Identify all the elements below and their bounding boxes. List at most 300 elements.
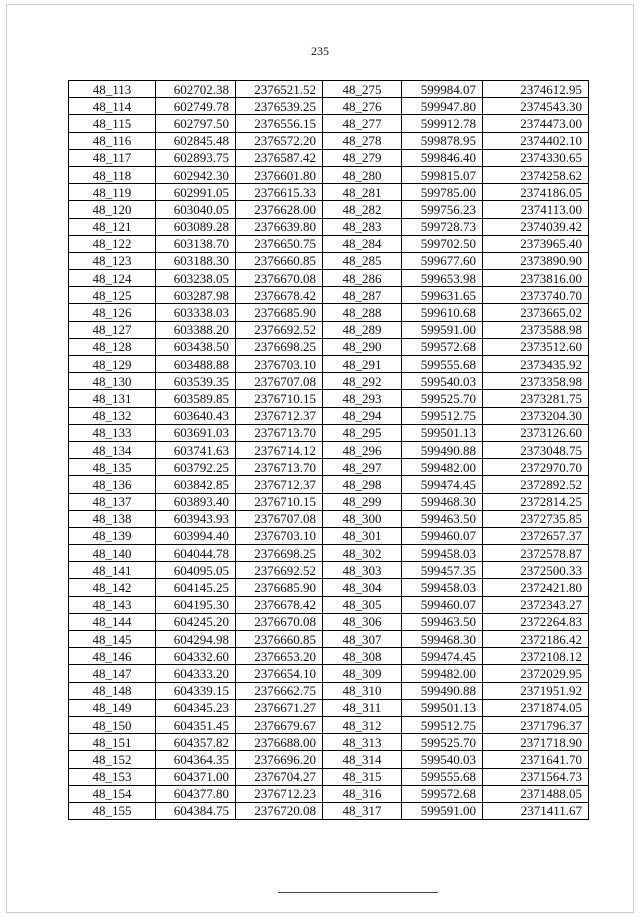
x-coordinate-right: 599460.07 <box>402 596 483 613</box>
x-coordinate-right: 599474.45 <box>402 648 483 665</box>
point-id-left: 48_119 <box>69 184 156 201</box>
y-coordinate-left: 2376685.90 <box>236 579 323 596</box>
point-id-right: 48_278 <box>323 132 402 149</box>
y-coordinate-left: 2376601.80 <box>236 166 323 183</box>
y-coordinate-left: 2376696.20 <box>236 751 323 768</box>
y-coordinate-right: 2373588.98 <box>483 321 589 338</box>
point-id-right: 48_310 <box>323 682 402 699</box>
y-coordinate-right: 2372186.42 <box>483 631 589 648</box>
x-coordinate-left: 603438.50 <box>156 338 236 355</box>
point-id-left: 48_113 <box>69 81 156 98</box>
y-coordinate-left: 2376662.75 <box>236 682 323 699</box>
y-coordinate-left: 2376714.12 <box>236 441 323 458</box>
y-coordinate-right: 2373890.90 <box>483 252 589 269</box>
point-id-right: 48_282 <box>323 201 402 218</box>
x-coordinate-right: 599677.60 <box>402 252 483 269</box>
table-row <box>69 81 589 98</box>
y-coordinate-right: 2372108.12 <box>483 648 589 665</box>
table-row <box>69 785 589 802</box>
point-id-right: 48_295 <box>323 424 402 441</box>
y-coordinate-right: 2373126.60 <box>483 424 589 441</box>
point-id-right: 48_305 <box>323 596 402 613</box>
y-coordinate-right: 2373281.75 <box>483 390 589 407</box>
x-coordinate-left: 602797.50 <box>156 115 236 132</box>
table-row <box>69 596 589 613</box>
y-coordinate-right: 2371564.73 <box>483 768 589 785</box>
table-row <box>69 716 589 733</box>
y-coordinate-right: 2374186.05 <box>483 184 589 201</box>
x-coordinate-left: 603338.03 <box>156 304 236 321</box>
point-id-left: 48_144 <box>69 613 156 630</box>
point-id-right: 48_276 <box>323 98 402 115</box>
point-id-left: 48_147 <box>69 665 156 682</box>
point-id-left: 48_134 <box>69 441 156 458</box>
table-row <box>69 149 589 166</box>
x-coordinate-left: 603994.40 <box>156 527 236 544</box>
x-coordinate-left: 604095.05 <box>156 562 236 579</box>
x-coordinate-right: 599846.40 <box>402 149 483 166</box>
x-coordinate-right: 599540.03 <box>402 373 483 390</box>
x-coordinate-left: 603287.98 <box>156 287 236 304</box>
x-coordinate-right: 599501.13 <box>402 424 483 441</box>
point-id-right: 48_301 <box>323 527 402 544</box>
x-coordinate-left: 603040.05 <box>156 201 236 218</box>
point-id-left: 48_143 <box>69 596 156 613</box>
y-coordinate-left: 2376703.10 <box>236 527 323 544</box>
point-id-right: 48_317 <box>323 802 402 819</box>
point-id-right: 48_311 <box>323 699 402 716</box>
y-coordinate-right: 2372657.37 <box>483 527 589 544</box>
x-coordinate-right: 599490.88 <box>402 441 483 458</box>
x-coordinate-right: 599540.03 <box>402 751 483 768</box>
y-coordinate-right: 2374039.42 <box>483 218 589 235</box>
table-row <box>69 218 589 235</box>
point-id-left: 48_136 <box>69 476 156 493</box>
y-coordinate-left: 2376650.75 <box>236 235 323 252</box>
table-row <box>69 699 589 716</box>
x-coordinate-left: 603138.70 <box>156 235 236 252</box>
table-row <box>69 132 589 149</box>
x-coordinate-right: 599512.75 <box>402 716 483 733</box>
y-coordinate-left: 2376539.25 <box>236 98 323 115</box>
x-coordinate-right: 599555.68 <box>402 356 483 373</box>
y-coordinate-left: 2376678.42 <box>236 287 323 304</box>
x-coordinate-left: 603893.40 <box>156 493 236 510</box>
x-coordinate-right: 599947.80 <box>402 98 483 115</box>
point-id-left: 48_138 <box>69 510 156 527</box>
point-id-right: 48_287 <box>323 287 402 304</box>
point-id-left: 48_117 <box>69 149 156 166</box>
table-row <box>69 304 589 321</box>
x-coordinate-right: 599460.07 <box>402 527 483 544</box>
y-coordinate-right: 2374543.30 <box>483 98 589 115</box>
y-coordinate-right: 2372814.25 <box>483 493 589 510</box>
x-coordinate-left: 604333.20 <box>156 665 236 682</box>
y-coordinate-right: 2371796.37 <box>483 716 589 733</box>
point-id-left: 48_131 <box>69 390 156 407</box>
y-coordinate-right: 2372264.83 <box>483 613 589 630</box>
x-coordinate-right: 599525.70 <box>402 390 483 407</box>
y-coordinate-left: 2376660.85 <box>236 631 323 648</box>
table-row <box>69 201 589 218</box>
x-coordinate-left: 603539.35 <box>156 373 236 390</box>
table-row <box>69 493 589 510</box>
point-id-right: 48_315 <box>323 768 402 785</box>
y-coordinate-left: 2376710.15 <box>236 493 323 510</box>
x-coordinate-left: 603943.93 <box>156 510 236 527</box>
y-coordinate-right: 2372578.87 <box>483 545 589 562</box>
y-coordinate-left: 2376692.52 <box>236 562 323 579</box>
x-coordinate-left: 604332.60 <box>156 648 236 665</box>
point-id-right: 48_313 <box>323 734 402 751</box>
point-id-left: 48_116 <box>69 132 156 149</box>
table-row <box>69 407 589 424</box>
point-id-right: 48_291 <box>323 356 402 373</box>
point-id-right: 48_284 <box>323 235 402 252</box>
y-coordinate-right: 2373435.92 <box>483 356 589 373</box>
point-id-right: 48_307 <box>323 631 402 648</box>
table-row <box>69 579 589 596</box>
x-coordinate-right: 599555.68 <box>402 768 483 785</box>
y-coordinate-left: 2376572.20 <box>236 132 323 149</box>
y-coordinate-right: 2373358.98 <box>483 373 589 390</box>
y-coordinate-right: 2373665.02 <box>483 304 589 321</box>
x-coordinate-left: 604377.80 <box>156 785 236 802</box>
point-id-right: 48_297 <box>323 459 402 476</box>
x-coordinate-left: 603640.43 <box>156 407 236 424</box>
x-coordinate-left: 604339.15 <box>156 682 236 699</box>
point-id-left: 48_153 <box>69 768 156 785</box>
table-row <box>69 338 589 355</box>
y-coordinate-left: 2376704.27 <box>236 768 323 785</box>
x-coordinate-right: 599815.07 <box>402 166 483 183</box>
table-row <box>69 184 589 201</box>
x-coordinate-left: 603792.25 <box>156 459 236 476</box>
x-coordinate-left: 604364.35 <box>156 751 236 768</box>
x-coordinate-left: 604195.30 <box>156 596 236 613</box>
table-row <box>69 510 589 527</box>
point-id-left: 48_132 <box>69 407 156 424</box>
y-coordinate-right: 2371411.67 <box>483 802 589 819</box>
point-id-left: 48_115 <box>69 115 156 132</box>
y-coordinate-right: 2371951.92 <box>483 682 589 699</box>
point-id-right: 48_281 <box>323 184 402 201</box>
table-row <box>69 545 589 562</box>
y-coordinate-right: 2373048.75 <box>483 441 589 458</box>
x-coordinate-left: 603238.05 <box>156 270 236 287</box>
x-coordinate-right: 599984.07 <box>402 81 483 98</box>
point-id-right: 48_308 <box>323 648 402 665</box>
point-id-left: 48_118 <box>69 166 156 183</box>
y-coordinate-left: 2376679.67 <box>236 716 323 733</box>
table-row <box>69 631 589 648</box>
point-id-right: 48_316 <box>323 785 402 802</box>
point-id-left: 48_150 <box>69 716 156 733</box>
point-id-left: 48_154 <box>69 785 156 802</box>
x-coordinate-right: 599463.50 <box>402 510 483 527</box>
point-id-left: 48_123 <box>69 252 156 269</box>
point-id-left: 48_121 <box>69 218 156 235</box>
y-coordinate-left: 2376713.70 <box>236 424 323 441</box>
x-coordinate-right: 599785.00 <box>402 184 483 201</box>
y-coordinate-left: 2376615.33 <box>236 184 323 201</box>
x-coordinate-left: 603842.85 <box>156 476 236 493</box>
x-coordinate-right: 599653.98 <box>402 270 483 287</box>
point-id-right: 48_299 <box>323 493 402 510</box>
y-coordinate-right: 2371718.90 <box>483 734 589 751</box>
y-coordinate-right: 2373965.40 <box>483 235 589 252</box>
y-coordinate-left: 2376660.85 <box>236 252 323 269</box>
point-id-right: 48_279 <box>323 149 402 166</box>
point-id-left: 48_155 <box>69 802 156 819</box>
x-coordinate-right: 599458.03 <box>402 579 483 596</box>
x-coordinate-right: 599572.68 <box>402 785 483 802</box>
point-id-left: 48_139 <box>69 527 156 544</box>
point-id-left: 48_122 <box>69 235 156 252</box>
x-coordinate-left: 603388.20 <box>156 321 236 338</box>
table-row <box>69 768 589 785</box>
y-coordinate-right: 2371641.70 <box>483 751 589 768</box>
table-row <box>69 562 589 579</box>
y-coordinate-right: 2372892.52 <box>483 476 589 493</box>
y-coordinate-left: 2376653.20 <box>236 648 323 665</box>
x-coordinate-right: 599468.30 <box>402 493 483 510</box>
coordinates-table-body <box>69 81 589 820</box>
point-id-left: 48_133 <box>69 424 156 441</box>
table-row <box>69 613 589 630</box>
y-coordinate-left: 2376707.08 <box>236 373 323 390</box>
table-row <box>69 527 589 544</box>
table-row <box>69 441 589 458</box>
x-coordinate-left: 603488.88 <box>156 356 236 373</box>
table-row <box>69 734 589 751</box>
point-id-left: 48_126 <box>69 304 156 321</box>
table-row <box>69 390 589 407</box>
y-coordinate-left: 2376670.08 <box>236 270 323 287</box>
x-coordinate-right: 599512.75 <box>402 407 483 424</box>
table-row <box>69 424 589 441</box>
x-coordinate-right: 599457.35 <box>402 562 483 579</box>
point-id-left: 48_120 <box>69 201 156 218</box>
y-coordinate-right: 2371488.05 <box>483 785 589 802</box>
x-coordinate-right: 599474.45 <box>402 476 483 493</box>
point-id-right: 48_277 <box>323 115 402 132</box>
y-coordinate-right: 2374612.95 <box>483 81 589 98</box>
y-coordinate-left: 2376688.00 <box>236 734 323 751</box>
x-coordinate-right: 599756.23 <box>402 201 483 218</box>
x-coordinate-right: 599501.13 <box>402 699 483 716</box>
point-id-left: 48_124 <box>69 270 156 287</box>
point-id-left: 48_135 <box>69 459 156 476</box>
x-coordinate-right: 599610.68 <box>402 304 483 321</box>
point-id-right: 48_314 <box>323 751 402 768</box>
y-coordinate-left: 2376698.25 <box>236 545 323 562</box>
table-row <box>69 252 589 269</box>
y-coordinate-right: 2372500.33 <box>483 562 589 579</box>
point-id-right: 48_288 <box>323 304 402 321</box>
point-id-right: 48_292 <box>323 373 402 390</box>
x-coordinate-right: 599591.00 <box>402 321 483 338</box>
table-row <box>69 321 589 338</box>
y-coordinate-left: 2376587.42 <box>236 149 323 166</box>
x-coordinate-right: 599468.30 <box>402 631 483 648</box>
y-coordinate-right: 2373816.00 <box>483 270 589 287</box>
y-coordinate-left: 2376556.15 <box>236 115 323 132</box>
table-row <box>69 665 589 682</box>
y-coordinate-left: 2376671.27 <box>236 699 323 716</box>
point-id-left: 48_149 <box>69 699 156 716</box>
table-row <box>69 287 589 304</box>
table-row <box>69 373 589 390</box>
point-id-right: 48_303 <box>323 562 402 579</box>
point-id-right: 48_280 <box>323 166 402 183</box>
x-coordinate-right: 599878.95 <box>402 132 483 149</box>
table-row <box>69 682 589 699</box>
point-id-left: 48_129 <box>69 356 156 373</box>
y-coordinate-left: 2376703.10 <box>236 356 323 373</box>
x-coordinate-right: 599482.00 <box>402 459 483 476</box>
point-id-right: 48_275 <box>323 81 402 98</box>
x-coordinate-left: 602845.48 <box>156 132 236 149</box>
point-id-right: 48_289 <box>323 321 402 338</box>
point-id-right: 48_283 <box>323 218 402 235</box>
x-coordinate-left: 604371.00 <box>156 768 236 785</box>
y-coordinate-left: 2376639.80 <box>236 218 323 235</box>
table-row <box>69 476 589 493</box>
y-coordinate-left: 2376678.42 <box>236 596 323 613</box>
x-coordinate-left: 604294.98 <box>156 631 236 648</box>
y-coordinate-left: 2376720.08 <box>236 802 323 819</box>
x-coordinate-left: 602942.30 <box>156 166 236 183</box>
table-row <box>69 802 589 819</box>
y-coordinate-right: 2374258.62 <box>483 166 589 183</box>
point-id-left: 48_127 <box>69 321 156 338</box>
table-row <box>69 648 589 665</box>
x-coordinate-left: 603741.63 <box>156 441 236 458</box>
point-id-right: 48_300 <box>323 510 402 527</box>
y-coordinate-left: 2376712.23 <box>236 785 323 802</box>
y-coordinate-right: 2374330.65 <box>483 149 589 166</box>
point-id-left: 48_137 <box>69 493 156 510</box>
point-id-left: 48_145 <box>69 631 156 648</box>
x-coordinate-right: 599702.50 <box>402 235 483 252</box>
point-id-left: 48_128 <box>69 338 156 355</box>
point-id-right: 48_298 <box>323 476 402 493</box>
point-id-right: 48_285 <box>323 252 402 269</box>
x-coordinate-right: 599463.50 <box>402 613 483 630</box>
x-coordinate-left: 604345.23 <box>156 699 236 716</box>
table-row <box>69 270 589 287</box>
point-id-right: 48_309 <box>323 665 402 682</box>
coordinates-table <box>68 80 589 820</box>
point-id-right: 48_304 <box>323 579 402 596</box>
x-coordinate-left: 604357.82 <box>156 734 236 751</box>
footer-rule <box>278 892 438 893</box>
x-coordinate-left: 603188.30 <box>156 252 236 269</box>
y-coordinate-left: 2376712.37 <box>236 476 323 493</box>
x-coordinate-left: 602702.38 <box>156 81 236 98</box>
y-coordinate-left: 2376692.52 <box>236 321 323 338</box>
y-coordinate-right: 2374402.10 <box>483 132 589 149</box>
table-row <box>69 166 589 183</box>
point-id-right: 48_286 <box>323 270 402 287</box>
y-coordinate-left: 2376712.37 <box>236 407 323 424</box>
point-id-right: 48_302 <box>323 545 402 562</box>
y-coordinate-right: 2373740.70 <box>483 287 589 304</box>
x-coordinate-right: 599572.68 <box>402 338 483 355</box>
point-id-left: 48_148 <box>69 682 156 699</box>
y-coordinate-left: 2376521.52 <box>236 81 323 98</box>
x-coordinate-left: 603089.28 <box>156 218 236 235</box>
point-id-left: 48_146 <box>69 648 156 665</box>
point-id-right: 48_290 <box>323 338 402 355</box>
y-coordinate-right: 2372421.80 <box>483 579 589 596</box>
point-id-left: 48_140 <box>69 545 156 562</box>
x-coordinate-left: 604044.78 <box>156 545 236 562</box>
y-coordinate-right: 2374113.00 <box>483 201 589 218</box>
y-coordinate-left: 2376713.70 <box>236 459 323 476</box>
point-id-left: 48_125 <box>69 287 156 304</box>
x-coordinate-left: 603589.85 <box>156 390 236 407</box>
y-coordinate-right: 2373512.60 <box>483 338 589 355</box>
x-coordinate-left: 603691.03 <box>156 424 236 441</box>
x-coordinate-right: 599591.00 <box>402 802 483 819</box>
point-id-right: 48_296 <box>323 441 402 458</box>
y-coordinate-right: 2372343.27 <box>483 596 589 613</box>
x-coordinate-right: 599490.88 <box>402 682 483 699</box>
x-coordinate-left: 602991.05 <box>156 184 236 201</box>
y-coordinate-left: 2376710.15 <box>236 390 323 407</box>
y-coordinate-left: 2376685.90 <box>236 304 323 321</box>
point-id-left: 48_142 <box>69 579 156 596</box>
x-coordinate-left: 604145.25 <box>156 579 236 596</box>
table-row <box>69 751 589 768</box>
x-coordinate-left: 604245.20 <box>156 613 236 630</box>
table-row <box>69 459 589 476</box>
y-coordinate-right: 2373204.30 <box>483 407 589 424</box>
page-number: 235 <box>311 44 329 58</box>
point-id-left: 48_141 <box>69 562 156 579</box>
x-coordinate-right: 599728.73 <box>402 218 483 235</box>
table-row <box>69 98 589 115</box>
y-coordinate-left: 2376698.25 <box>236 338 323 355</box>
x-coordinate-right: 599458.03 <box>402 545 483 562</box>
y-coordinate-right: 2374473.00 <box>483 115 589 132</box>
x-coordinate-right: 599482.00 <box>402 665 483 682</box>
x-coordinate-left: 602893.75 <box>156 149 236 166</box>
y-coordinate-right: 2372970.70 <box>483 459 589 476</box>
point-id-right: 48_294 <box>323 407 402 424</box>
x-coordinate-right: 599912.78 <box>402 115 483 132</box>
y-coordinate-left: 2376654.10 <box>236 665 323 682</box>
table-row <box>69 115 589 132</box>
point-id-left: 48_151 <box>69 734 156 751</box>
x-coordinate-left: 602749.78 <box>156 98 236 115</box>
point-id-right: 48_312 <box>323 716 402 733</box>
table-row <box>69 356 589 373</box>
x-coordinate-left: 604351.45 <box>156 716 236 733</box>
point-id-right: 48_306 <box>323 613 402 630</box>
y-coordinate-right: 2372735.85 <box>483 510 589 527</box>
point-id-right: 48_293 <box>323 390 402 407</box>
point-id-left: 48_130 <box>69 373 156 390</box>
y-coordinate-right: 2372029.95 <box>483 665 589 682</box>
table-row <box>69 235 589 252</box>
y-coordinate-left: 2376707.08 <box>236 510 323 527</box>
y-coordinate-left: 2376628.00 <box>236 201 323 218</box>
point-id-left: 48_152 <box>69 751 156 768</box>
y-coordinate-left: 2376670.08 <box>236 613 323 630</box>
